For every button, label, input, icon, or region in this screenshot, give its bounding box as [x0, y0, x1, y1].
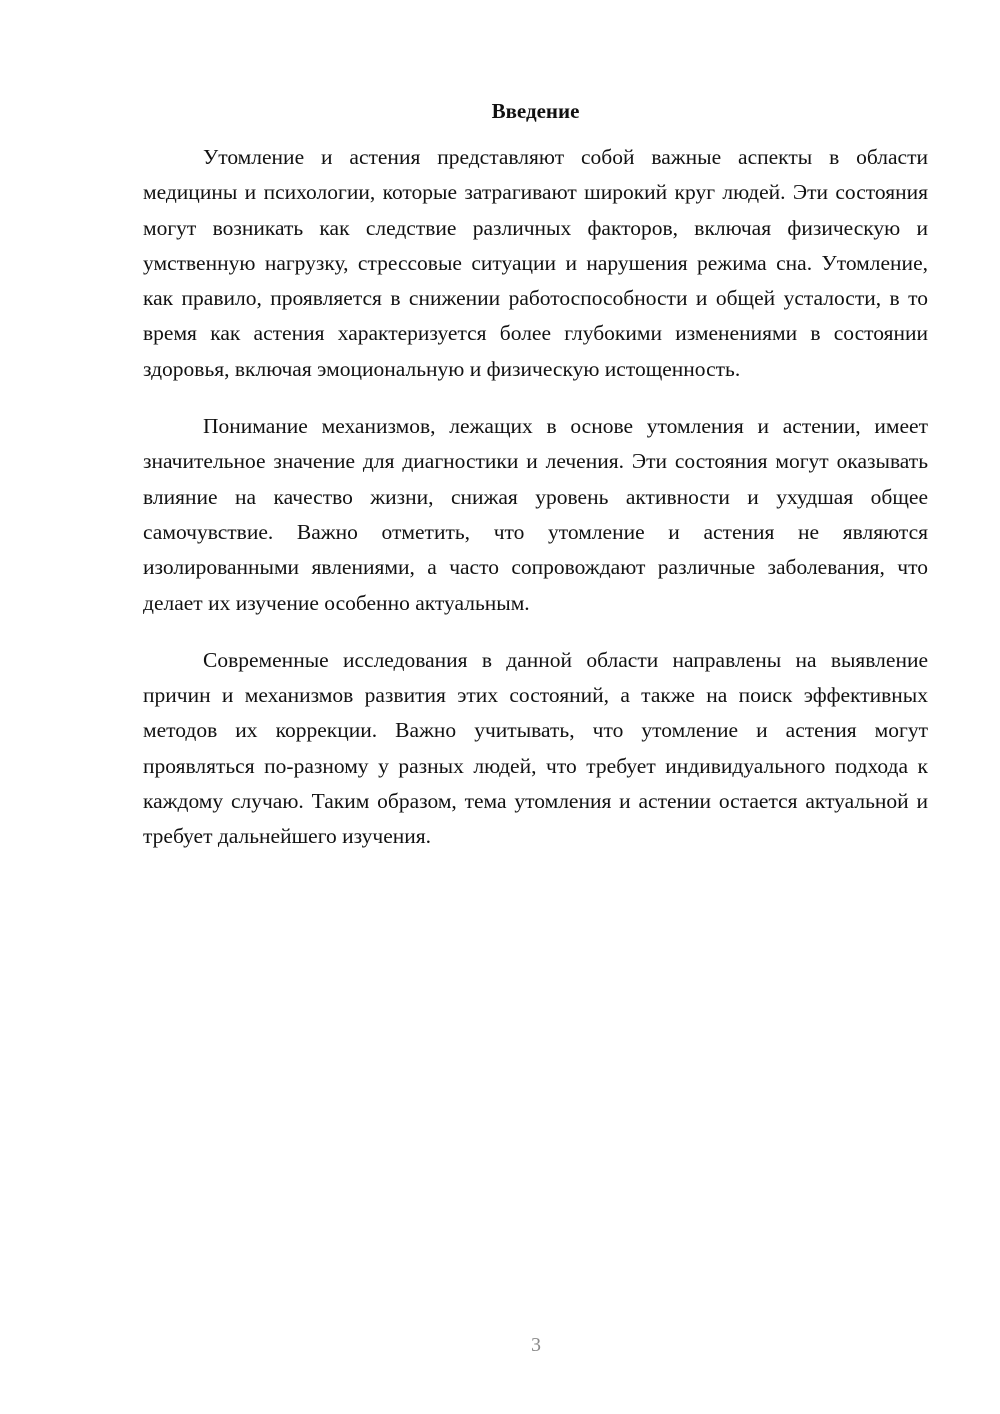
page-number: 3 [531, 1334, 541, 1356]
section-heading: Введение [491, 99, 580, 123]
page-content [143, 96, 928, 877]
paragraph-2: Понимание механизмов, лежащих в основе утомления и астении, имеет значительное значение для диагностики и лечения. Эти состояния могут оказывать влияние на качество жизни, снижая уровень активности и ухудшая общее самочувствие. Важно отметить, что утомление и астения не являются изолированными явлениями, а часто сопровождают различные заболевания, что делает их изучение особенно актуальным. [143, 414, 928, 615]
paragraph-1: Утомление и астения представляют собой важные аспекты в области медицины и психологии, которые затрагивают широкий круг людей. Эти состояния могут возникать как следствие различных факторов, включая физическую и умственную нагрузку, стрессовые ситуации и нарушения режима сна. Утомление, как правило, проявляется в снижении работоспособности и общей усталости, в то время как астения характеризуется более глубокими изменениями в состоянии здоровья, включая эмоциональную и физическую истощенность. [143, 145, 928, 381]
paragraph-3: Современные исследования в данной области направлены на выявление причин и механизмов развития этих состояний, а также на поиск эффективных методов их коррекции. Важно учитывать, что утомление и астения могут проявляться по-разному у разных людей, что требует индивидуального подхода к каждому случаю. Таким образом, тема утомления и астении остается актуальной и требует дальнейшего изучения. [143, 647, 928, 849]
